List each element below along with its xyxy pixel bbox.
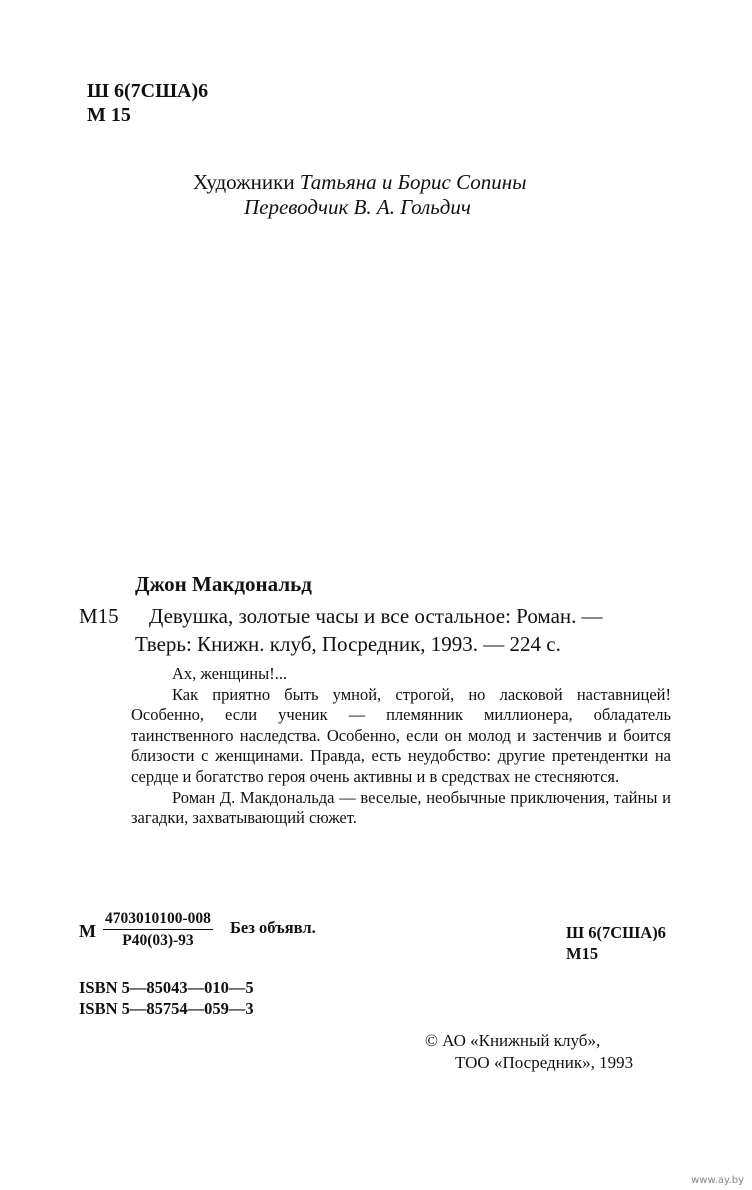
annotation bbox=[131, 664, 671, 829]
imprint-author-mark: М15 bbox=[566, 944, 599, 963]
book-author: Джон Макдональд bbox=[135, 572, 312, 596]
imprint-code-top: 4703010100-008 bbox=[103, 910, 213, 930]
translator-line bbox=[244, 195, 471, 220]
imprint-bbk-code: Ш 6(7США)6 bbox=[566, 923, 666, 942]
imprint-code-bottom: Р40(03)-93 bbox=[122, 932, 194, 949]
translator-text: Переводчик В. А. Гольдич bbox=[244, 195, 471, 219]
imprint-m-letter: М bbox=[79, 921, 96, 941]
book-title-line2: Тверь: Книжн. клуб, Посредник, 1993. — 224 с. bbox=[135, 632, 561, 656]
copyright-line-2: ТОО «Посредник», 1993 bbox=[455, 1053, 634, 1072]
bbk-code: Ш 6(7США)6 bbox=[87, 80, 209, 102]
catalog-mark: М15 bbox=[79, 604, 119, 628]
annotation-exclamation: Ах, женщины!... bbox=[172, 664, 288, 683]
isbn-1: ISBN 5—85043—010—5 bbox=[79, 978, 254, 997]
author-mark: М 15 bbox=[87, 104, 131, 126]
illustrators-names: Татьяна и Борис Сопины bbox=[299, 170, 527, 194]
isbn-2: ISBN 5—85754—059—3 bbox=[79, 999, 254, 1018]
imprint-fraction bbox=[103, 910, 213, 950]
annotation-paragraph-1: Как приятно быть умной, строгой, но ласковой наставницей! Особенно, если ученик — племянник миллионера, обладатель таинственного наследства. Особенно, если он молод и застенчив и боится близости с женщинами. Правда, есть неудобство: другие претендентки на сердце и богатство героя очень активны и в средствах не стесняются. bbox=[131, 684, 671, 786]
copyright-line-1: © АО «Книжный клуб», bbox=[425, 1031, 601, 1050]
annotation-paragraph-2: Роман Д. Макдональда — веселые, необычные приключения, тайны и загадки, захватывающий сюжет. bbox=[131, 787, 671, 828]
illustrators-line bbox=[193, 170, 526, 195]
imprint-note: Без объявл. bbox=[230, 918, 316, 937]
watermark: www.ay.by bbox=[691, 1175, 744, 1186]
book-title-line1: Девушка, золотые часы и все остальное: Роман. — bbox=[149, 604, 603, 628]
illustrators-label: Художники bbox=[193, 170, 300, 194]
